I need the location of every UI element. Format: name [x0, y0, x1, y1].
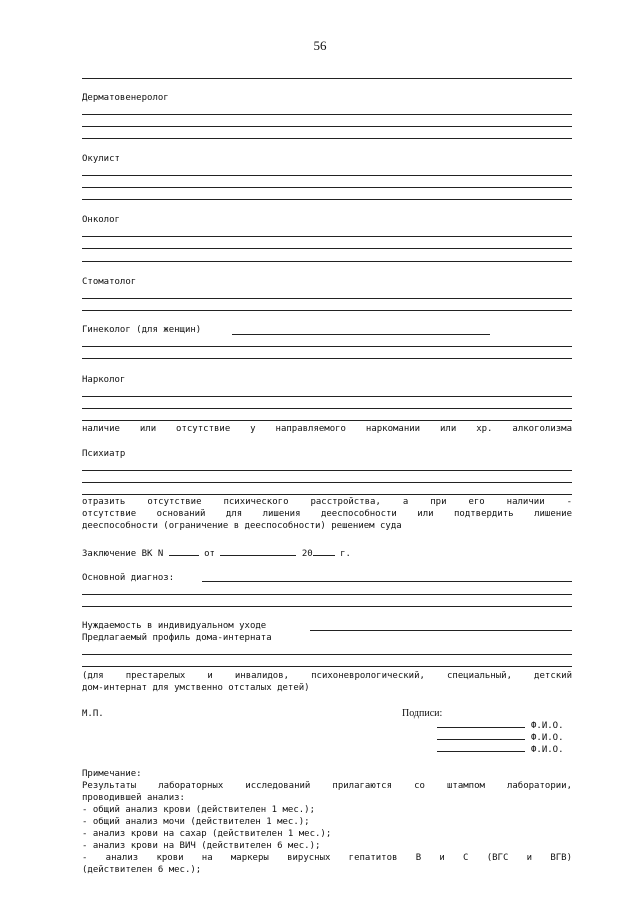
answer-line[interactable]: [82, 126, 572, 127]
profile-note-line: дом-интернат для умственно отсталых детей): [82, 683, 310, 693]
answer-line[interactable]: [82, 594, 572, 595]
diagnosis-field[interactable]: [202, 581, 572, 582]
section-psihiatr-label: Психиатр: [82, 449, 126, 459]
fio-label: Ф.И.О.: [531, 745, 564, 755]
section-ginekolog-label: Гинеколог (для женщин): [82, 325, 202, 335]
psihiatr-note-line: отразить отсутствие психического расстройства, а при его наличии -: [82, 497, 572, 507]
answer-line[interactable]: [82, 408, 572, 409]
conclusion-from-label: от: [204, 549, 215, 559]
section-stomatolog-label: Стоматолог: [82, 277, 137, 287]
profile-note-line: (для престарелых и инвалидов, психоневрологический, специальный, детский: [82, 671, 572, 681]
stamp-label: М.П.: [82, 709, 104, 719]
profile-label: Предлагаемый профиль дома-интерната: [82, 633, 272, 643]
answer-line[interactable]: [82, 606, 572, 607]
answer-line[interactable]: [82, 114, 572, 115]
psihiatr-note-line: отсутствие оснований для лишения дееспособности или подтвердить лишение: [82, 509, 572, 519]
answer-line[interactable]: [82, 310, 572, 311]
conclusion-date-field[interactable]: [220, 546, 296, 556]
answer-line[interactable]: [82, 248, 572, 249]
note-item: - анализ крови на маркеры вирусных гепатитов В и С (ВГС и ВГВ): [82, 853, 572, 863]
signature-field[interactable]: [437, 730, 525, 740]
answer-line[interactable]: [82, 298, 572, 299]
note-item: - анализ крови на сахар (действителен 1 мес.);: [82, 829, 332, 839]
conclusion-year-field[interactable]: [313, 546, 335, 556]
diagnosis-label: Основной диагноз:: [82, 573, 175, 583]
section-onkolog-label: Онколог: [82, 215, 120, 225]
answer-line[interactable]: [82, 396, 572, 397]
signature-row: [437, 742, 572, 756]
answer-line[interactable]: [82, 482, 572, 483]
page-number: 56: [313, 38, 327, 53]
note-item: - общий анализ мочи (действителен 1 мес.);: [82, 817, 310, 827]
answer-line[interactable]: [82, 199, 572, 200]
care-field[interactable]: [310, 630, 572, 631]
conclusion-number-field[interactable]: [169, 546, 199, 556]
answer-line[interactable]: [82, 187, 572, 188]
section-narkolog-label: Нарколог: [82, 375, 126, 385]
care-label: Нуждаемость в индивидуальном уходе: [82, 621, 267, 631]
answer-line[interactable]: [82, 654, 572, 655]
section-okulist-label: Окулист: [82, 154, 120, 164]
section-dermatovenerolog-label: Дерматовенеролог: [82, 93, 169, 103]
answer-line[interactable]: [82, 175, 572, 176]
note-item: - общий анализ крови (действителен 1 мес.);: [82, 805, 315, 815]
signature-field[interactable]: [437, 718, 525, 728]
conclusion-label: Заключение ВК N: [82, 549, 164, 559]
signature-field[interactable]: [437, 742, 525, 752]
note-item: - анализ крови на ВИЧ (действителен 6 мес.);: [82, 841, 321, 851]
note-intro-line: проводившей анализ:: [82, 793, 185, 803]
answer-line[interactable]: [82, 666, 572, 667]
answer-line[interactable]: [82, 236, 572, 237]
answer-line[interactable]: [82, 138, 572, 139]
underline: [82, 78, 572, 79]
signatures-label: Подписи:: [402, 708, 443, 719]
answer-line[interactable]: [82, 261, 572, 262]
fio-label: Ф.И.О.: [531, 733, 564, 743]
fio-label: Ф.И.О.: [531, 721, 564, 731]
psihiatr-note-line: дееспособности (ограничение в дееспособности) решением суда: [82, 521, 402, 531]
ginekolog-field[interactable]: [232, 334, 490, 335]
answer-line[interactable]: [82, 470, 572, 471]
answer-line[interactable]: [82, 494, 572, 495]
answer-line[interactable]: [82, 346, 572, 347]
answer-line[interactable]: [82, 420, 572, 421]
note-item: (действителен 6 мес.);: [82, 865, 202, 875]
conclusion-row: [82, 546, 351, 560]
answer-line[interactable]: [82, 358, 572, 359]
narkolog-note: наличие или отсутствие у направляемого наркомании или хр. алкоголизма: [82, 424, 572, 434]
note-title: Примечание:: [82, 769, 142, 779]
conclusion-year-suffix: г.: [340, 549, 351, 559]
conclusion-year-prefix: 20: [301, 549, 313, 559]
note-intro-line: Результаты лабораторных исследований прилагаются со штампом лаборатории,: [82, 781, 572, 791]
